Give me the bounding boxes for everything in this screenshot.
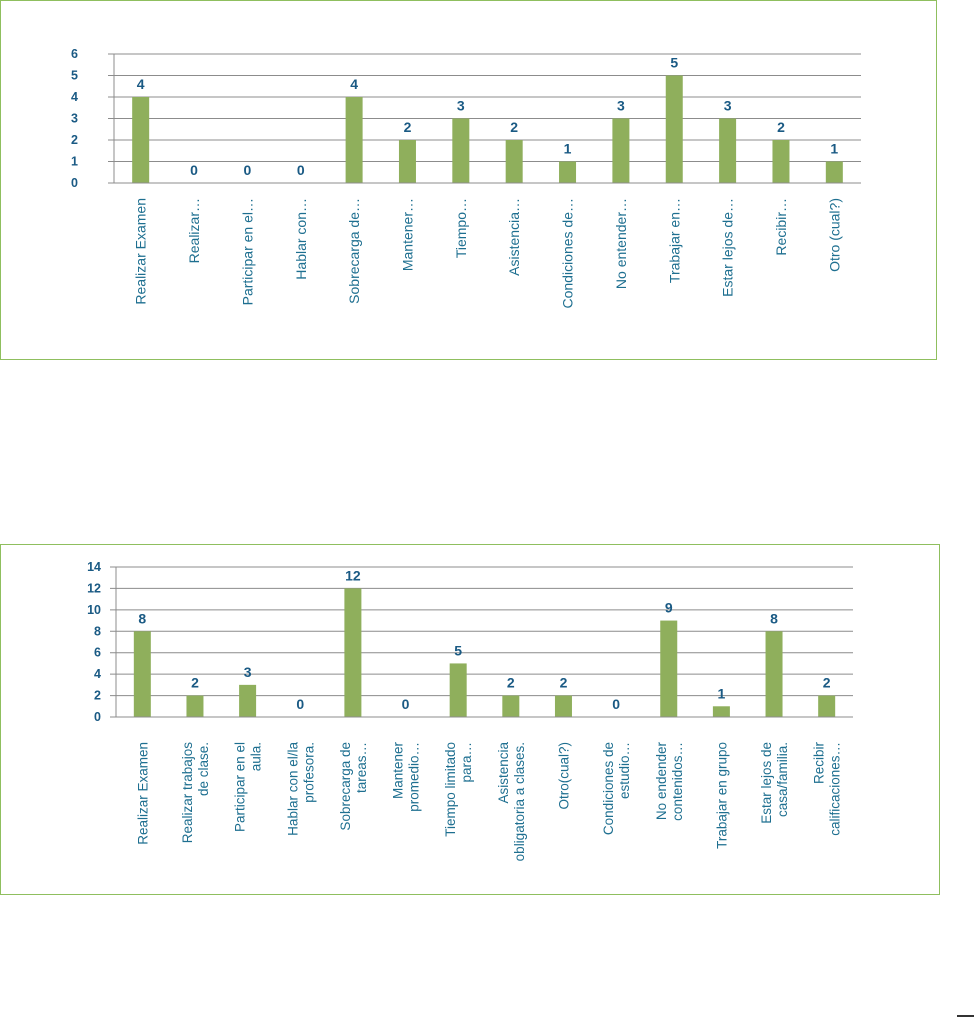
chart-1-category-label-line: Mantener… xyxy=(399,198,416,272)
chart-1-y-tick-label: 1 xyxy=(71,154,78,169)
chart-2-category-label-line: Asistencia xyxy=(495,742,511,804)
chart-1-category-label-line: Estar lejos de… xyxy=(719,198,736,297)
chart-2-bar xyxy=(344,588,361,717)
chart-2-y-tick-label: 12 xyxy=(87,581,101,596)
chart-1-svg xyxy=(1,1,936,359)
chart-2-bar xyxy=(818,696,835,717)
chart-2-category-label-line: Trabajar en grupo xyxy=(714,742,730,849)
chart-2-y-tick-label: 4 xyxy=(94,667,101,682)
chart-2-data-label: 0 xyxy=(401,696,410,712)
chart-2-category-label xyxy=(391,742,422,812)
chart-2-category-label-line: tareas… xyxy=(353,742,369,794)
chart-1-bar xyxy=(506,140,523,183)
chart-1-data-label: 3 xyxy=(456,97,465,114)
chart-1-y-tick-label: 3 xyxy=(71,111,78,126)
chart-2-category-label-line: calificaciones… xyxy=(827,742,843,836)
chart-2-svg xyxy=(1,545,939,894)
chart-2-category-label-line: Mantener xyxy=(390,742,406,800)
chart-2-bar xyxy=(134,631,151,717)
chart-1-data-label: 4 xyxy=(136,76,145,92)
chart-2-y-tick-label: 10 xyxy=(87,602,101,617)
chart-2-category-label-line: profesora. xyxy=(301,742,317,803)
chart-2-category-label-line: Condiciones de xyxy=(601,742,617,836)
chart-2-category-label-line: estudio… xyxy=(617,742,633,800)
chart-2-data-label: 2 xyxy=(559,674,568,691)
chart-1-data-label: 4 xyxy=(350,76,359,92)
chart-1-y-tick-label: 4 xyxy=(71,90,78,104)
chart-1-data-label: 3 xyxy=(616,97,625,114)
chart-1-category-label xyxy=(453,198,469,258)
chart-2-category-label xyxy=(338,742,369,831)
chart-1-data-label: 1 xyxy=(830,140,839,157)
chart-1-y-tick-label: 6 xyxy=(71,47,78,61)
chart-1-category-label-line: Participar en el… xyxy=(239,198,256,306)
chart-2-category-label xyxy=(812,742,843,836)
chart-1-category-label-line: Tiempo… xyxy=(452,198,469,259)
chart-1-bar xyxy=(719,119,736,184)
chart-1-category-label-line: Realizar… xyxy=(186,198,203,264)
chart-2-bar xyxy=(766,631,783,717)
chart-1-category-label-line: Condiciones de… xyxy=(559,198,576,309)
chart-2-category-label xyxy=(233,742,264,832)
chart-1-data-label: 2 xyxy=(777,119,785,135)
chart-1-frame xyxy=(0,0,937,360)
chart-1-data-label: 1 xyxy=(563,140,572,157)
chart-1-y-tick-label: 5 xyxy=(71,68,78,83)
chart-1-data-label: 3 xyxy=(723,97,732,114)
chart-1-category-label xyxy=(506,198,522,276)
chart-2-category-label-line: Sobrecarga de xyxy=(337,742,353,831)
chart-1-category-label-line: Hablar con… xyxy=(292,198,309,280)
chart-1-bar xyxy=(559,162,576,184)
chart-2-bar xyxy=(186,696,203,717)
chart-2-category-label xyxy=(654,741,685,820)
chart-1-category-label xyxy=(293,198,309,280)
chart-2-category-label-line: No endender xyxy=(653,742,669,821)
chart-2-category-label-line: Recibir xyxy=(811,742,827,785)
chart-1-category-label xyxy=(346,198,362,304)
chart-1-category-label xyxy=(239,198,255,305)
chart-2-data-label: 2 xyxy=(822,674,831,691)
chart-2-category-label-line: casa/familia. xyxy=(775,742,791,818)
chart-2-data-label: 0 xyxy=(296,696,305,712)
chart-2-category-label xyxy=(135,742,150,845)
chart-2-y-tick-label: 0 xyxy=(94,710,101,724)
chart-1-category-label xyxy=(186,198,202,263)
chart-2-category-label xyxy=(759,742,790,824)
chart-1-y-tick-label: 0 xyxy=(71,176,78,190)
chart-1-category-label xyxy=(773,198,789,256)
chart-2-category-label xyxy=(443,742,474,837)
chart-2-category-label-line: Realizar trabajos xyxy=(179,742,195,844)
chart-2-data-label: 2 xyxy=(506,674,515,691)
chart-1-category-label-line: Trabajar en… xyxy=(666,198,683,284)
chart-2-y-tick-label: 6 xyxy=(94,645,101,660)
chart-1-data-label: 0 xyxy=(190,162,198,178)
chart-1-bar xyxy=(772,140,789,183)
chart-1-category-label-line: Recibir… xyxy=(772,198,789,256)
chart-2-category-label xyxy=(180,742,211,844)
chart-1-category-label xyxy=(613,198,629,289)
chart-1-category-label xyxy=(560,198,576,309)
chart-1-y-tick-label: 2 xyxy=(71,133,78,147)
chart-2-category-label-line: Otro(cual?) xyxy=(556,742,572,810)
chart-2-category-label xyxy=(714,742,729,849)
chart-1-bar xyxy=(666,76,683,184)
chart-2-bar xyxy=(450,663,467,717)
chart-2-category-label-line: aula. xyxy=(248,742,264,772)
chart-2-bar xyxy=(502,696,519,717)
chart-1-category-label xyxy=(666,198,682,283)
chart-2-data-label: 9 xyxy=(664,599,673,616)
chart-1-data-label: 5 xyxy=(670,54,679,71)
chart-2-bar xyxy=(660,621,677,717)
chart-2-category-label-line: obligatoria a clases. xyxy=(511,742,527,862)
chart-2-data-label: 8 xyxy=(138,610,147,627)
chart-1-category-label xyxy=(399,198,415,271)
chart-2-data-label: 8 xyxy=(770,610,778,627)
chart-1-bar xyxy=(826,162,843,184)
chart-2-category-label-line: Participar en el xyxy=(232,742,248,833)
chart-1-category-label-line: Otro (cual?) xyxy=(826,198,843,272)
chart-2-y-tick-label: 2 xyxy=(94,688,101,703)
chart-2-category-label-line: Estar lejos de xyxy=(759,742,775,824)
chart-2-category-label-line: promedio… xyxy=(406,742,422,812)
chart-1-category-label-line: Sobrecarga de… xyxy=(346,198,363,304)
chart-2-bar xyxy=(239,685,256,717)
chart-2-category-label xyxy=(496,742,527,862)
chart-1-category-label-line: Asistencia… xyxy=(506,198,523,276)
chart-2-category-label-line: Realizar Examen xyxy=(135,742,151,845)
chart-1-category-label xyxy=(720,198,736,297)
chart-1-category-label xyxy=(826,198,842,272)
chart-1-data-label: 2 xyxy=(510,119,519,135)
chart-1-category-label-line: No entender… xyxy=(612,198,629,290)
chart-2-category-label xyxy=(601,742,632,835)
chart-2-category-label xyxy=(285,742,316,836)
chart-1-bar xyxy=(132,97,149,183)
chart-2-data-label: 1 xyxy=(717,685,726,702)
chart-2-category-label-line: para… xyxy=(459,742,475,783)
chart-1-bar xyxy=(399,140,416,183)
chart-1-data-label: 0 xyxy=(296,162,305,178)
chart-2-data-label: 0 xyxy=(612,696,621,712)
chart-1-bar xyxy=(452,119,469,184)
chart-2-category-label-line: de clase. xyxy=(195,742,211,797)
chart-2-data-label: 2 xyxy=(191,674,199,691)
chart-1-data-label: 0 xyxy=(243,162,252,178)
chart-2-y-tick-label: 14 xyxy=(87,560,101,574)
chart-2-y-tick-label: 8 xyxy=(94,624,101,639)
chart-2-data-label: 5 xyxy=(454,642,463,659)
chart-2-category-label-line: Hablar con el/la xyxy=(285,742,301,836)
chart-1-category-label xyxy=(133,198,149,305)
chart-2-data-label: 12 xyxy=(345,567,361,584)
chart-1-bar xyxy=(612,119,629,184)
chart-2-bar xyxy=(713,706,730,717)
chart-2-category-label-line: contenidos… xyxy=(669,742,685,821)
chart-1-data-label: 2 xyxy=(403,119,412,135)
page-dash xyxy=(957,1015,974,1017)
chart-2-frame xyxy=(0,544,940,895)
chart-2-bar xyxy=(555,696,572,717)
chart-2-data-label: 3 xyxy=(243,663,252,680)
chart-2-category-label-line: Tiempo limitado xyxy=(443,742,459,837)
chart-2-category-label xyxy=(556,742,571,810)
chart-1-category-label-line: Realizar Examen xyxy=(132,198,149,305)
chart-1-bar xyxy=(346,97,363,183)
